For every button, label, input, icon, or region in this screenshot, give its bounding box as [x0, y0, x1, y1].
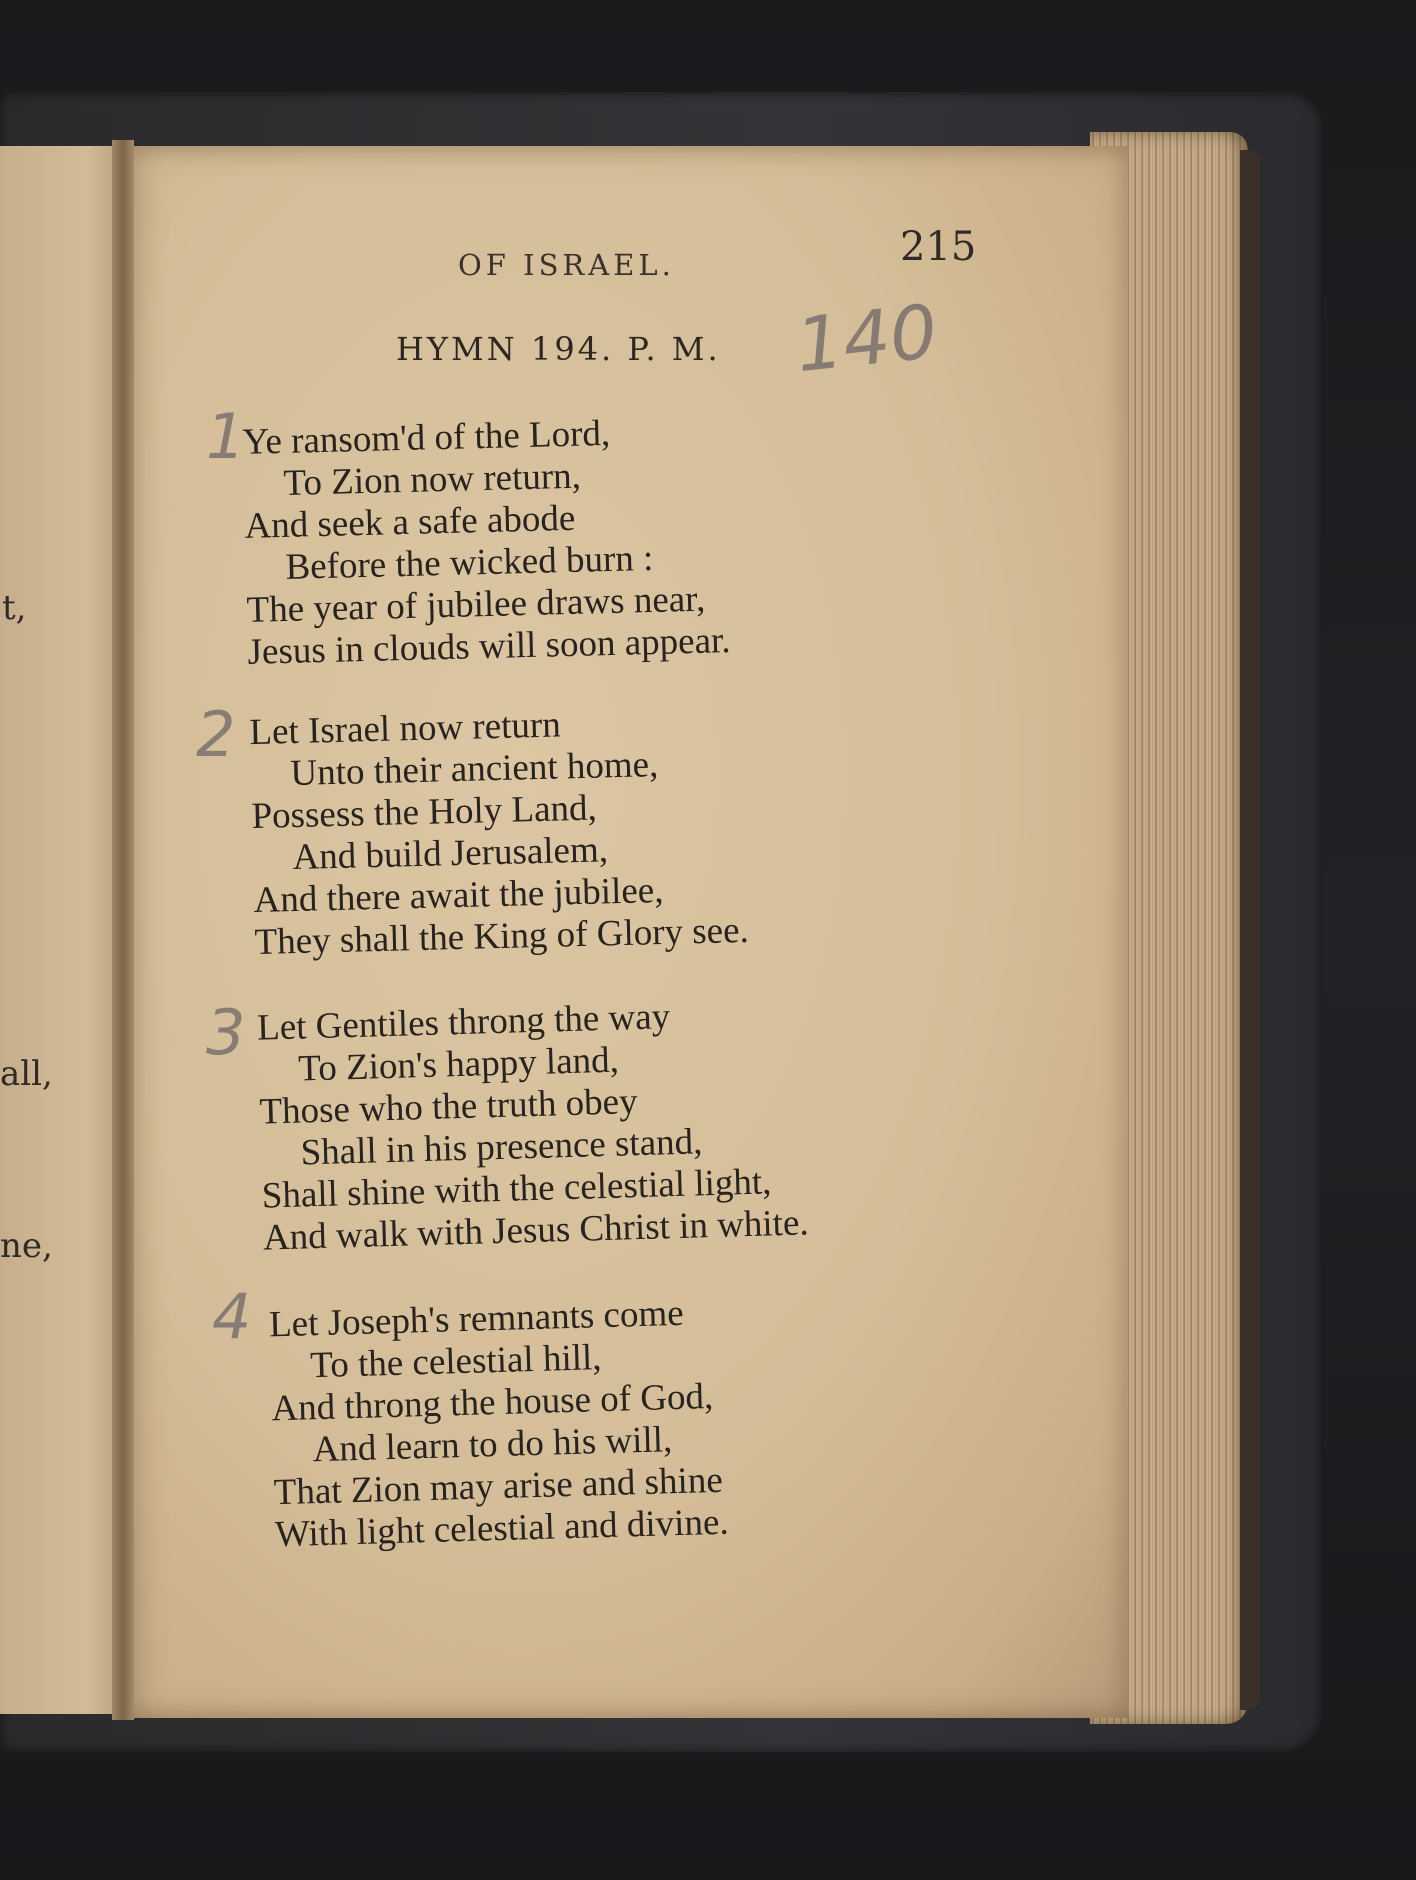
handwritten-hymn-number: 140: [791, 288, 942, 390]
handwritten-verse-number: 2: [196, 698, 236, 771]
cover-spine-edge: [1240, 150, 1260, 1710]
verse-line: Let Israel now return: [248, 704, 562, 754]
verse-line: And throng the house of God,: [270, 1376, 714, 1430]
verse-line: Jesus in clouds will soon appear.: [247, 620, 731, 673]
left-page-fragment: ne,: [0, 1226, 53, 1266]
verse-line: They shall the King of Glory see.: [254, 909, 750, 964]
handwritten-verse-number: 3: [206, 996, 246, 1069]
verse-line: To the celestial hill,: [309, 1337, 603, 1387]
verse-line: And seek a safe abode: [244, 497, 576, 547]
verse-line: And there await the jubilee,: [253, 870, 664, 922]
verse-line: And build Jerusalem,: [292, 829, 609, 879]
left-page-fragment: t,: [2, 588, 27, 628]
stanza: [257, 992, 810, 1259]
stanza: [249, 700, 749, 964]
page-number: 215: [900, 224, 977, 270]
book-gutter: [112, 140, 134, 1720]
handwritten-verse-number: 4: [212, 1280, 252, 1353]
verse-line: Before the wicked burn :: [285, 537, 654, 588]
verse-line: Shall shine with the celestial light,: [261, 1161, 772, 1217]
hymn-title: HYMN 194. P. M.: [396, 330, 721, 368]
verse-line: That Zion may arise and shine: [273, 1459, 724, 1514]
verse-line: Unto their ancient home,: [290, 744, 659, 795]
handwritten-verse-number: 1: [206, 400, 246, 473]
verse-line: And learn to do his will,: [312, 1419, 673, 1471]
verse-line: Let Gentiles throng the way: [256, 996, 671, 1049]
verse-line: Let Joseph's remnants come: [268, 1292, 685, 1346]
verse-line: Possess the Holy Land,: [251, 787, 598, 838]
verse-line: The year of jubilee draws near,: [246, 578, 706, 631]
left-page: [0, 146, 124, 1714]
verse-line: To Zion's happy land,: [297, 1039, 620, 1090]
verse-line: Ye ransom'd of the Lord,: [241, 412, 611, 463]
verse-line: Those who the truth obey: [258, 1081, 639, 1133]
running-head: OF ISRAEL.: [458, 248, 675, 282]
stanza: [242, 410, 731, 674]
left-page-fragment: all,: [0, 1054, 53, 1094]
verse-line: To Zion now return,: [283, 455, 582, 504]
verse-line: With light celestial and divine.: [274, 1501, 730, 1556]
verse-line: Shall in his presence stand,: [300, 1121, 703, 1174]
stanza: [269, 1292, 730, 1557]
verse-line: And walk with Jesus Christ in white.: [262, 1202, 810, 1259]
